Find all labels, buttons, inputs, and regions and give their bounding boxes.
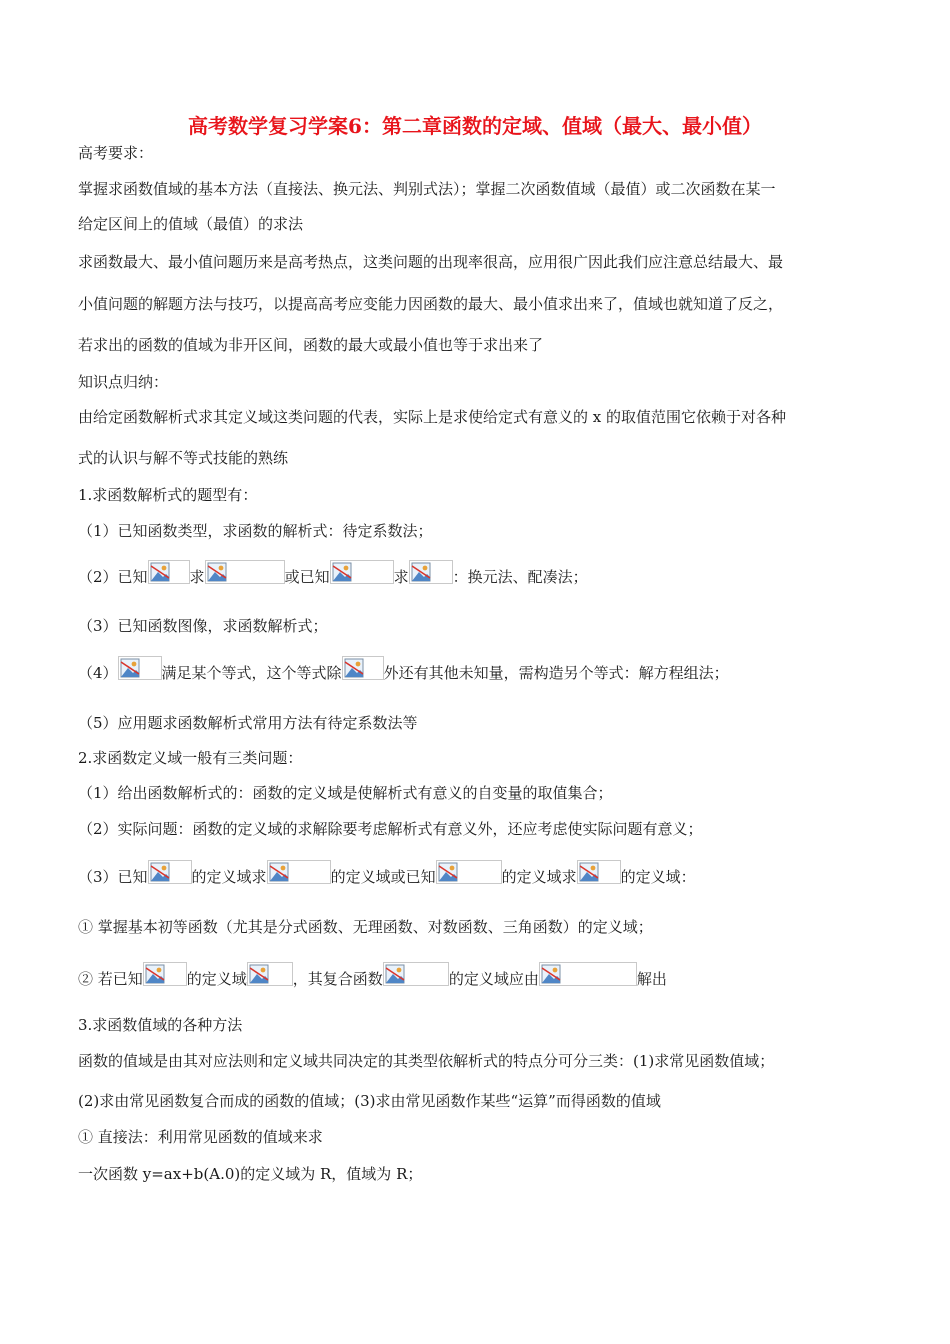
broken-image-icon xyxy=(342,656,384,680)
text-line: 给定区间上的值域（最值）的求法 xyxy=(78,215,304,233)
broken-image-icon xyxy=(247,962,293,986)
broken-image-icon xyxy=(539,962,637,986)
broken-image-icon xyxy=(383,962,449,986)
text-run: 外还有其他未知量，需构造另个等式：解方程组法； xyxy=(383,664,729,682)
broken-image-icon xyxy=(118,656,162,680)
text-line: （1）给出函数解析式的：函数的定义域是使解析式有意义的自变量的取值集合； xyxy=(78,784,613,802)
text-run: 求 xyxy=(189,568,205,586)
text-run: 的定义域或已知 xyxy=(330,868,436,886)
text-run: （3）已知 xyxy=(78,868,148,886)
text-run: 或已知 xyxy=(284,568,330,586)
broken-image-icon xyxy=(143,962,187,986)
text-run: 的定义域 xyxy=(186,970,247,988)
broken-image-icon xyxy=(148,560,190,584)
text-line-with-formulas xyxy=(78,860,696,888)
text-line: 一次函数 y=ax+b(A.0)的定义域为 R，值域为 R； xyxy=(78,1165,423,1183)
text-line: （3）已知函数图像，求函数解析式； xyxy=(78,617,328,635)
text-run: 解出 xyxy=(636,970,667,988)
broken-image-icon xyxy=(436,860,502,884)
text-line: 3.求函数值域的各种方法 xyxy=(78,1016,243,1034)
text-line: 若求出的函数的值域为非开区间，函数的最大或最小值也等于求出来了 xyxy=(78,336,544,354)
document-title: 高考数学复习学案6：第二章函数的定域、值域（最大、最小值） xyxy=(188,114,762,138)
text-run: 的定义域求 xyxy=(501,868,577,886)
text-run: 的定义域： xyxy=(620,868,696,886)
text-line: ① 掌握基本初等函数（尤其是分式函数、无理函数、对数函数、三角函数）的定义域； xyxy=(78,918,653,936)
text-line: （2）实际问题：函数的定义域的求解除要考虑解析式有意义外，还应考虑使实际问题有意义； xyxy=(78,820,703,838)
broken-image-icon xyxy=(205,560,285,584)
text-run: 的定义域应由 xyxy=(448,970,539,988)
text-line: 知识点归纳： xyxy=(78,373,169,391)
text-line: 1.求函数解析式的题型有： xyxy=(78,486,258,504)
text-line: 由给定函数解析式求其定义域这类问题的代表，实际上是求使给定式有意义的 x 的取值范围它依赖于对各种 xyxy=(78,408,787,426)
text-run: （2）已知 xyxy=(78,568,148,586)
text-run: 求 xyxy=(393,568,409,586)
text-run: ：换元法、配凑法； xyxy=(452,568,588,586)
text-run: 的定义域求 xyxy=(191,868,267,886)
text-line: 2.求函数定义域一般有三类问题： xyxy=(78,749,303,767)
text-line-with-formulas xyxy=(78,656,729,684)
text-line: （1）已知函数类型，求函数的解析式：待定系数法； xyxy=(78,522,433,540)
text-line: ① 直接法：利用常见函数的值域来求 xyxy=(78,1128,323,1146)
broken-image-icon xyxy=(409,560,453,584)
broken-image-icon xyxy=(577,860,621,884)
text-line: 掌握求函数值域的基本方法（直接法、换元法、判别式法）；掌握二次函数值域（最值）或二次函数在某一 xyxy=(78,180,776,198)
text-run: ② 若已知 xyxy=(78,970,143,988)
text-line: 函数的值域是由其对应法则和定义域共同决定的其类型依解析式的特点分可分三类：(1)求常见函数值域； xyxy=(78,1052,775,1070)
text-line-with-formulas xyxy=(78,560,588,588)
text-run: 满足某个等式，这个等式除 xyxy=(161,664,342,682)
text-run: （4） xyxy=(78,664,118,682)
broken-image-icon xyxy=(330,560,394,584)
text-line: 求函数最大、最小值问题历来是高考热点，这类问题的出现率很高，应用很广因此我们应注意总结最大、最 xyxy=(78,253,784,271)
broken-image-icon xyxy=(267,860,331,884)
text-line: (2)求由常见函数复合而成的函数的值域；(3)求由常见函数作某些“运算”而得函数的值域 xyxy=(78,1092,661,1110)
text-line: 高考要求： xyxy=(78,144,154,162)
text-run: ，其复合函数 xyxy=(292,970,383,988)
text-line: 小值问题的解题方法与技巧，以提高高考应变能力因函数的最大、最小值求出来了，值域也就知道了反之， xyxy=(78,295,784,313)
text-line-with-formulas xyxy=(78,962,667,990)
broken-image-icon xyxy=(148,860,192,884)
text-line: （5）应用题求函数解析式常用方法有待定系数法等 xyxy=(78,714,418,732)
text-line: 式的认识与解不等式技能的熟练 xyxy=(78,449,289,467)
